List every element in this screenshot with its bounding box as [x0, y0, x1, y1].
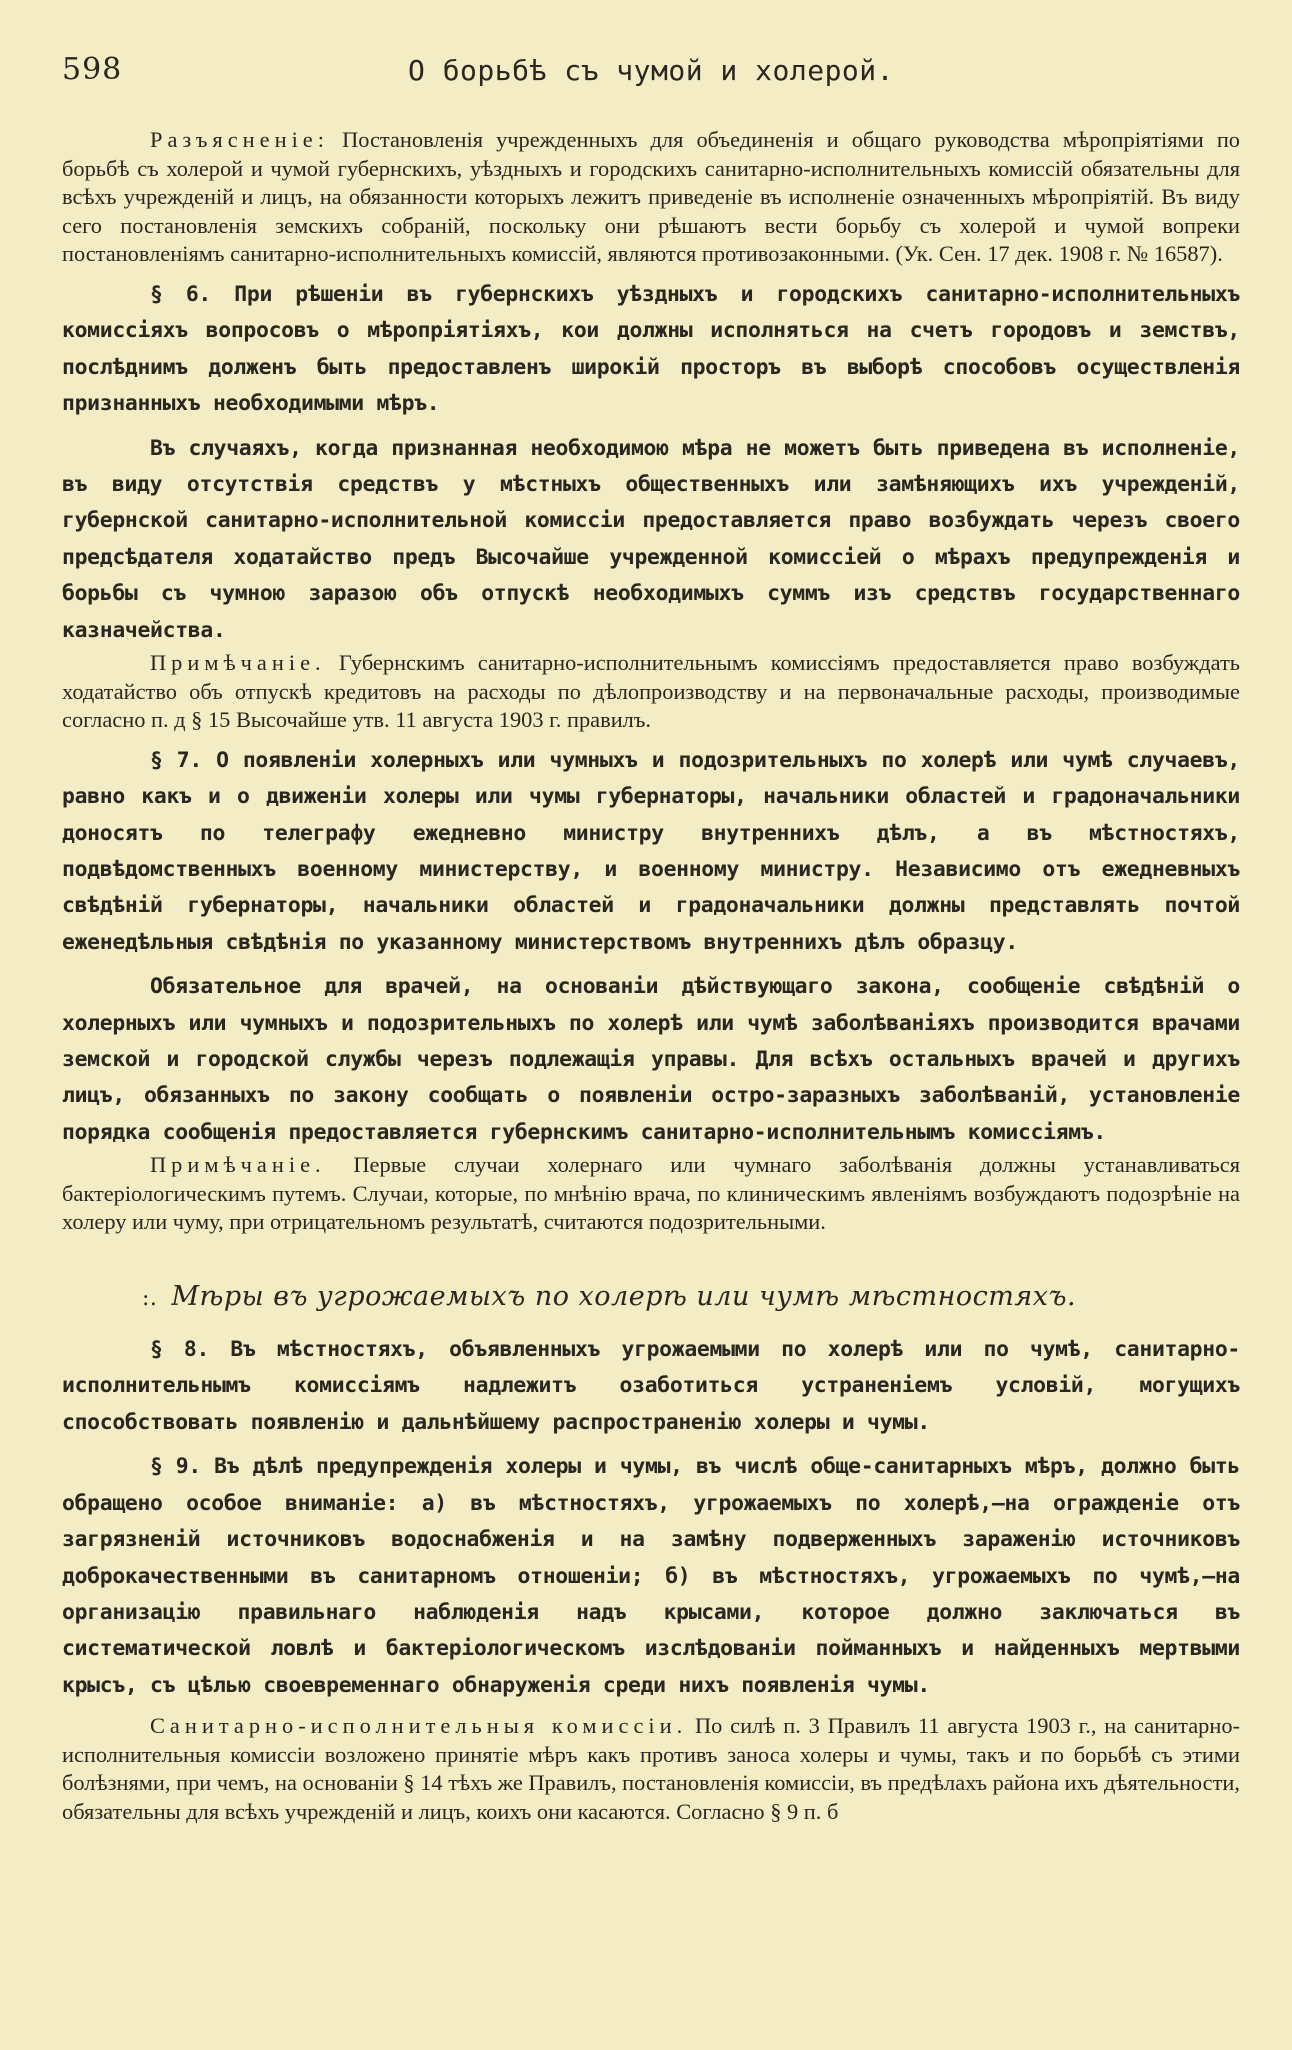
section-6-paragraph-1: § 6. При рѣшеніи въ губернскихъ уѣздныхъ и городскихъ санитарно-исполнительныхъ комиссіяхъ вопросовъ о мѣропріятіяхъ, кои должны исполняться на счетъ городовъ и земствъ, послѣднимъ долженъ быть предоставленъ широкій просторъ въ выборѣ способовъ осуществленія признанныхъ необходимыми мѣръ.: [62, 281, 1240, 417]
explanation-label: Разъясненіе:: [150, 127, 329, 152]
section-7-paragraph-2: Обязательное для врачей, на основаніи дѣйствующаго закона, сообщеніе свѣдѣній о холерныхъ или чумныхъ и подозрительныхъ по холерѣ или чумѣ заболѣваніяхъ производится врачами земской и городской службы черезъ подлежащія управы. Для всѣхъ остальныхъ врачей и другихъ лицъ, обязанныхъ по закону сообщать о появленіи остро-заразныхъ заболѣваній, установленіе порядка сообщенія предоставляется губернскимъ санитарно-исполнительнымъ комиссіямъ.: [62, 974, 1240, 1145]
final-text: По силѣ п. 3 Правилъ 11 августа 1903 г., на санитарно-исполнительныя комиссіи возложено принятіе мѣръ какъ противъ заноса холеры и чумы, такъ и по борьбѣ съ этими болѣзнями, при чемъ, на основаніи § 14 тѣхъ же Правилъ, постановленія комиссіи, въ предѣлахъ района ихъ дѣятельности, обязательны для всѣхъ учрежденій и лицъ, коихъ они касаются. Согласно § 9 п. б: [62, 1713, 1240, 1824]
running-title: О борьбѣ съ чумой и холерой.: [407, 54, 894, 87]
note-2-text: Первые случаи холернаго или чумнаго заболѣванія должны устанавливаться бактеріологическимъ путемъ. Случаи, которые, по мнѣнію врача, по клиническимъ явленіямъ возбуждаютъ подозрѣніе на холеру или чуму, при отрицательномъ результатѣ, считаются подозрительными.: [62, 1152, 1240, 1235]
section-7-paragraph-1: § 7. О появленіи холерныхъ или чумныхъ и подозрительныхъ по холерѣ или чумѣ случаевъ, равно какъ и о движеніи холеры или чумы губернаторы, начальники областей и градоначальники доносятъ по телеграфу ежедневно министру внутреннихъ дѣлъ, а въ мѣстностяхъ, подвѣдомственныхъ военному министерству, и военному министру. Независимо отъ ежедневныхъ свѣдѣній губернаторы, начальники областей и градоначальники должны представлять почтой еженедѣльныя свѣдѣнія по указанному министерствомъ внутреннихъ дѣлъ образцу.: [62, 747, 1240, 955]
heading-mark: :.: [142, 1286, 158, 1312]
note-2: [62, 1151, 1240, 1237]
note-1: [62, 649, 1240, 735]
section-8-paragraph: § 8. Въ мѣстностяхъ, объявленныхъ угрожаемыми по холерѣ или по чумѣ, санитарно-исполнительнымъ комиссіямъ надлежитъ озаботиться устраненіемъ условій, могущихъ способствовать появленію и дальнѣйшему распространенію холеры и чумы.: [62, 1337, 1240, 1435]
final-label: Санитарно-исполнительныя комиссіи.: [150, 1713, 688, 1739]
note-1-text: Губернскимъ санитарно-исполнительнымъ комиссіямъ предоставляется право возбуждать ходатайство объ отпускѣ кредитовъ на расходы по дѣлопроизводству и на первоначальные расходы, производимые согласно п. д § 15 Высочайше утв. 11 августа 1903 г. правилъ.: [62, 650, 1240, 733]
note-1-label: Примѣчаніе.: [150, 650, 326, 676]
note-2-label: Примѣчаніе.: [150, 1152, 326, 1178]
explanation-paragraph: [62, 126, 1240, 269]
page-number: 598: [62, 52, 123, 87]
section-9-paragraph: § 9. Въ дѣлѣ предупрежденія холеры и чумы, въ числѣ обще-санитарныхъ мѣръ, должно быть обращено особое вниманіе: а) въ мѣстностяхъ, угрожаемыхъ по холерѣ,—на огражденіе отъ загрязненій источниковъ водоснабженія и на замѣну подверженныхъ зараженію источниковъ доброкачественными въ санитарномъ отношеніи; б) въ мѣстностяхъ, угрожаемыхъ по чумѣ,—на организацію правильнаго наблюденія надъ крысами, которое должно заключаться въ систематической ловлѣ и бактеріологическомъ изслѣдованіи пойманныхъ и найденныхъ мертвыми крысъ, съ цѣлью своевременнаго обнаруженія среди нихъ появленія чумы.: [62, 1454, 1240, 1698]
explanation-text: Постановленія учрежденныхъ для объединенія и общаго руководства мѣропріятіями по борьбѣ съ холерой и чумой губернскихъ, уѣздныхъ и городскихъ санитарно-исполнительныхъ комиссій обязательны для всѣхъ учрежденій и лицъ, на обязанности которыхъ лежитъ приведеніе въ исполненіе означенныхъ мѣропріятій. Въ виду сего постановленія земскихъ собраній, поскольку они рѣшаютъ вести борьбу съ холерой и чумой вопреки постановленіямъ санитарно-исполнительныхъ комиссій, являются противозаконными. (Ук. Сен. 17 дек. 1908 г. № 16587).: [62, 127, 1240, 267]
page: [62, 52, 1240, 1827]
heading-text: Мѣры въ угрожаемыхъ по холерѣ или чумѣ мѣстностяхъ.: [171, 1281, 1077, 1313]
final-paragraph: [62, 1712, 1240, 1826]
section-heading: [62, 1281, 1240, 1312]
section-6-paragraph-2: Въ случаяхъ, когда признанная необходимою мѣра не можетъ быть приведена въ исполненіе, въ виду отсутствія средствъ у мѣстныхъ общественныхъ или замѣняющихъ ихъ учрежденій, губернской санитарно-исполнительной комиссіи предоставляется право возбуждать черезъ своего предсѣдателя ходатайство предъ Высочайше учрежденной комиссіей о мѣрахъ предупрежденія и борьбы съ чумною заразою объ отпускѣ необходимыхъ суммъ изъ средствъ государственнаго казначейства.: [62, 435, 1240, 643]
page-header: [62, 52, 1240, 98]
